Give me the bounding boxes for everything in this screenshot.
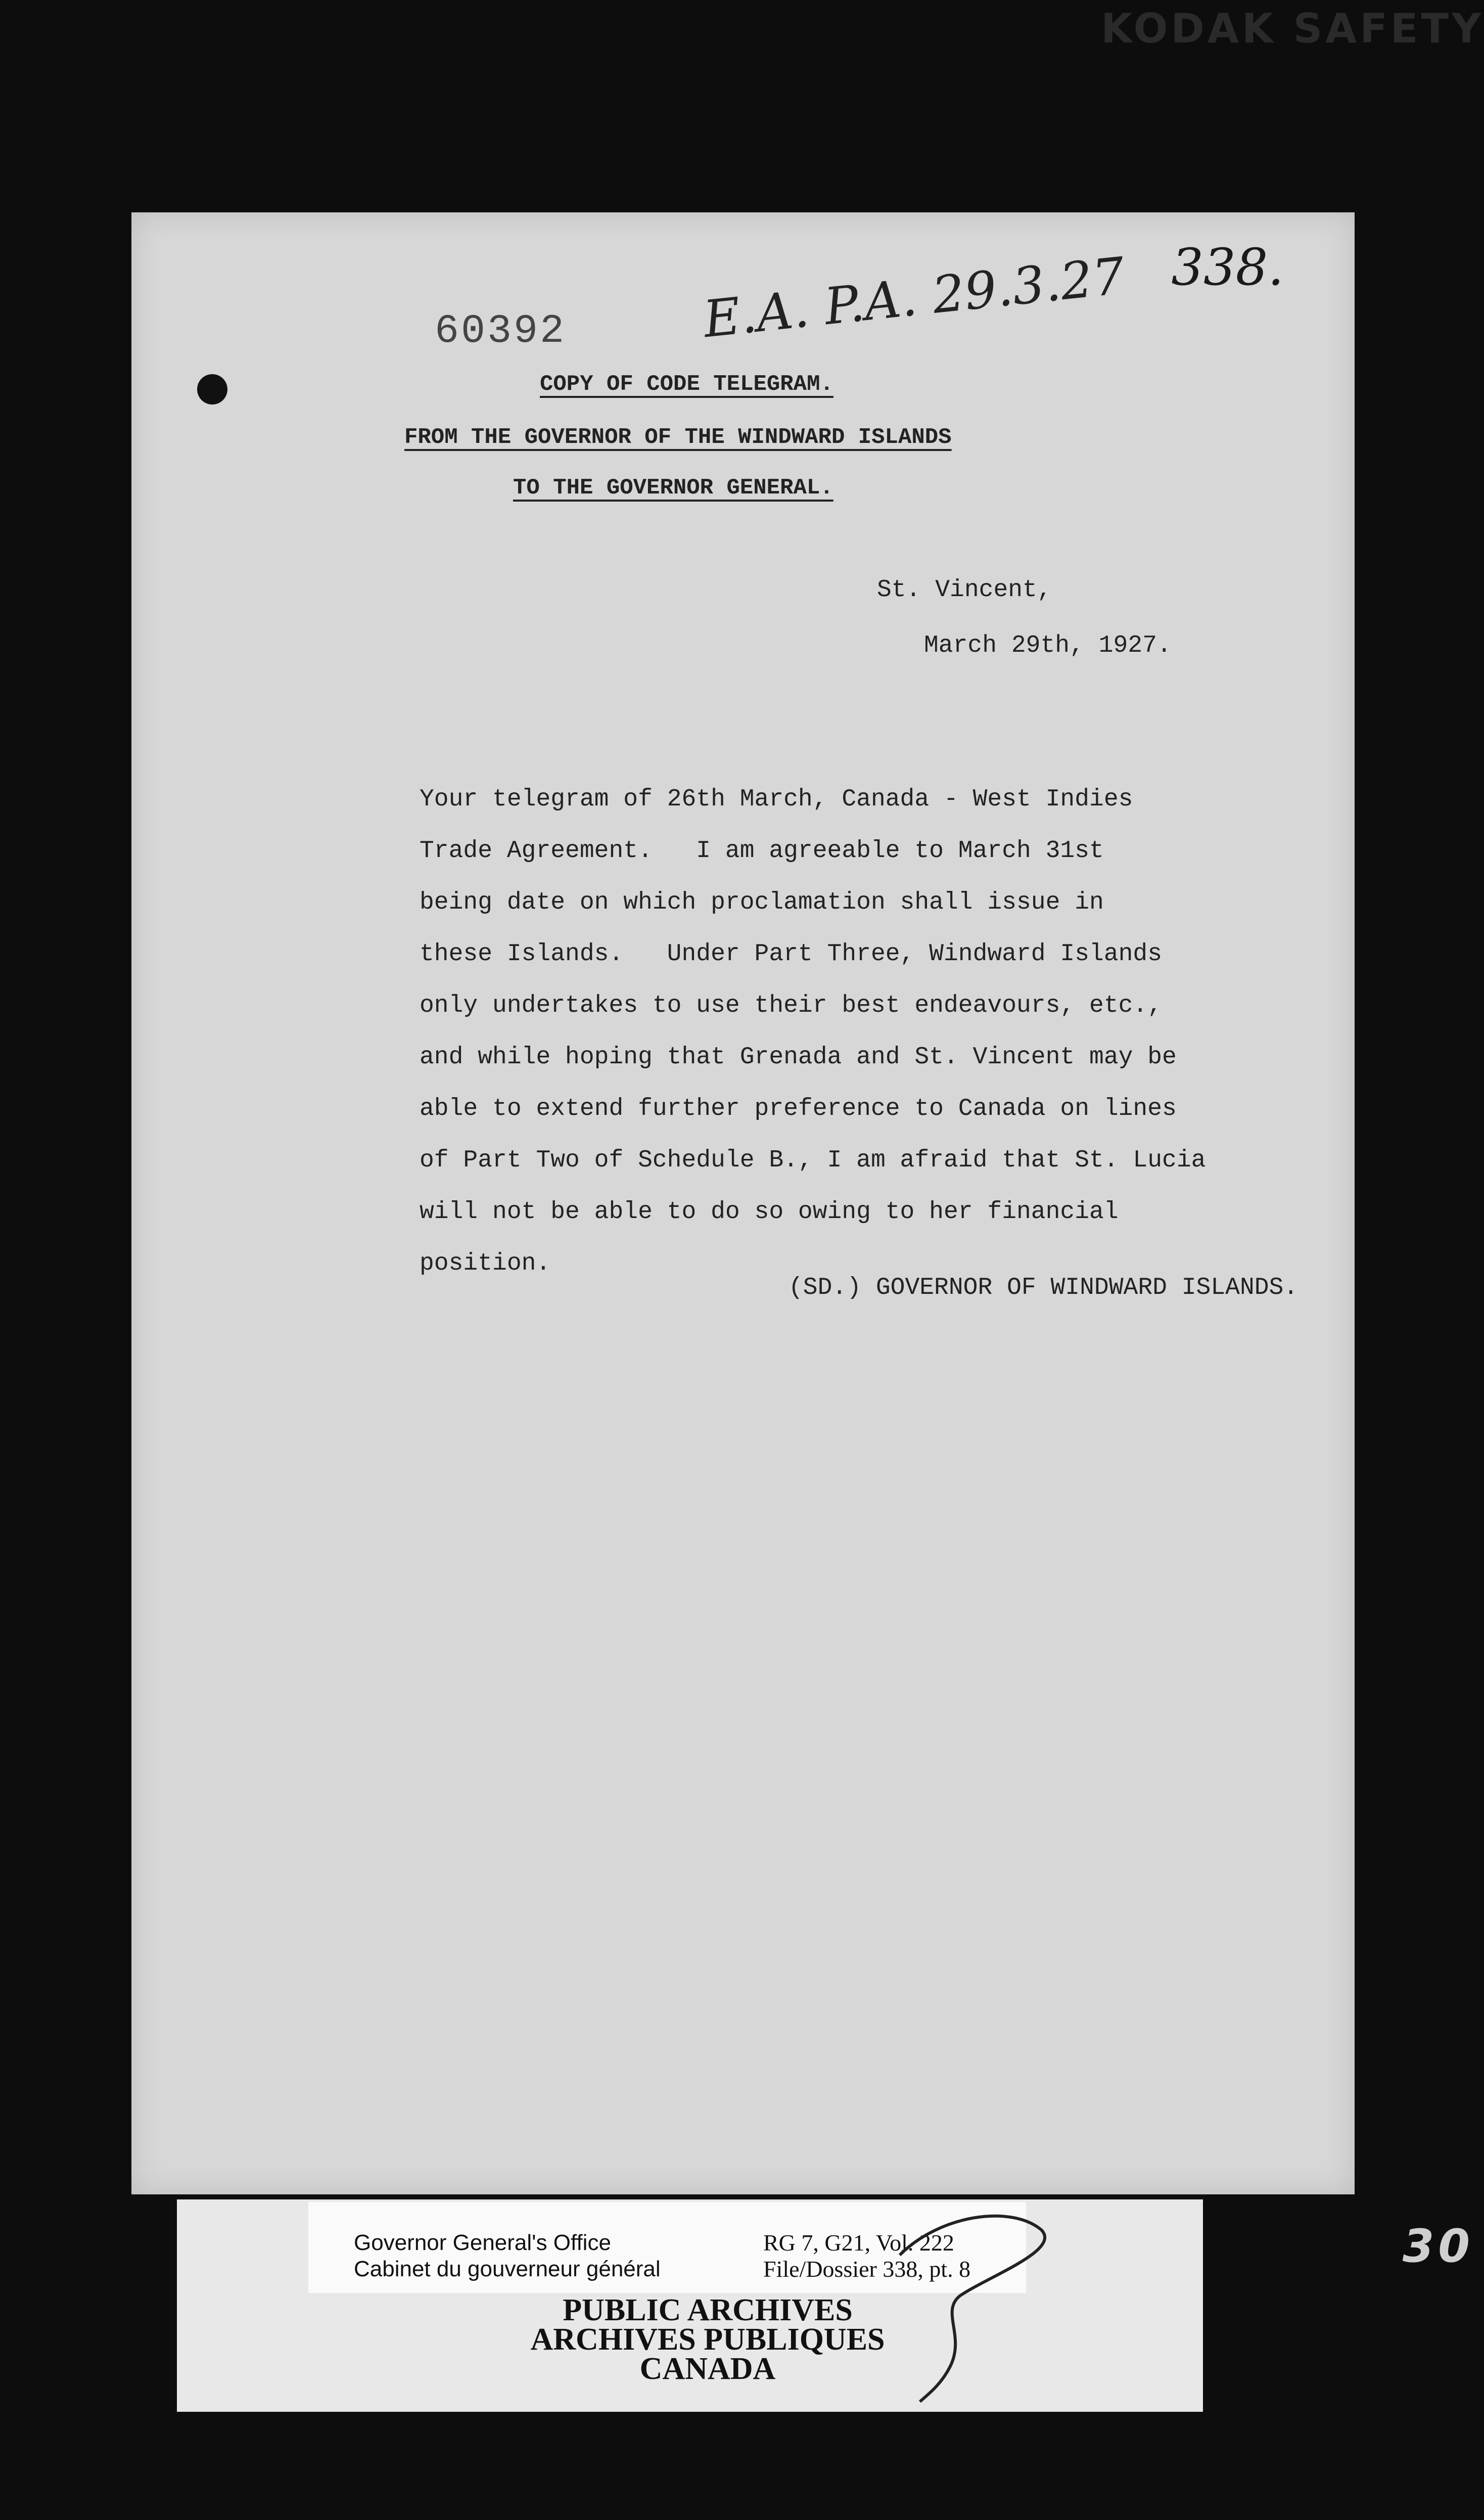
date-line: March 29th, 1927.	[924, 632, 1172, 659]
telegram-body	[420, 774, 1254, 1289]
reference-line-2: File/Dossier 338, pt. 8	[763, 2256, 971, 2282]
document-page	[131, 212, 1355, 2194]
office-name-fr: Cabinet du gouverneur général	[354, 2257, 661, 2281]
reference-line-1: RG 7, G21, Vol. 222	[763, 2230, 954, 2256]
film-edge-marking: KODAK SAFETY	[1101, 5, 1484, 52]
body-line: Your telegram of 26th March, Canada - West Indies	[420, 786, 1133, 813]
body-line: of Part Two of Schedule B., I am afraid that St. Lucia	[420, 1147, 1206, 1174]
archives-title-en: PUBLIC ARCHIVES	[563, 2293, 853, 2327]
place-line: St. Vincent,	[877, 576, 1052, 604]
archives-country: CANADA	[639, 2352, 776, 2386]
heading-line-3: TO THE GOVERNOR GENERAL.	[513, 475, 833, 501]
frame-marker: 30	[1402, 2220, 1474, 2273]
office-name-en: Governor General's Office	[354, 2230, 611, 2255]
body-line: Trade Agreement. I am agreeable to March 31st	[420, 837, 1104, 865]
body-line: position.	[420, 1250, 551, 1277]
body-line: able to extend further preference to Canada on lines	[420, 1095, 1177, 1122]
handwritten-note: E.A. P.A. 29.3.27	[701, 246, 1128, 349]
office-name	[354, 2230, 661, 2282]
body-line: being date on which proclamation shall issue in	[420, 889, 1104, 916]
archives-title-fr: ARCHIVES PUBLIQUES	[530, 2322, 885, 2357]
body-line: and while hoping that Grenada and St. Vincent may be	[420, 1044, 1177, 1071]
heading-line-2: FROM THE GOVERNOR OF THE WINDWARD ISLANDS	[404, 425, 952, 450]
file-number-stamp: 60392	[435, 308, 567, 354]
handwritten-squiggle	[879, 2194, 1061, 2407]
heading-line-1: COPY OF CODE TELEGRAM.	[540, 372, 833, 397]
body-line: will not be able to do so owing to her financial	[420, 1198, 1119, 1226]
signature-line: (SD.) GOVERNOR OF WINDWARD ISLANDS.	[789, 1274, 1298, 1301]
folio-number: 338.	[1171, 238, 1284, 297]
body-line: only undertakes to use their best endeavours, etc.,	[420, 992, 1163, 1019]
body-line: these Islands. Under Part Three, Windward Islands	[420, 940, 1163, 968]
